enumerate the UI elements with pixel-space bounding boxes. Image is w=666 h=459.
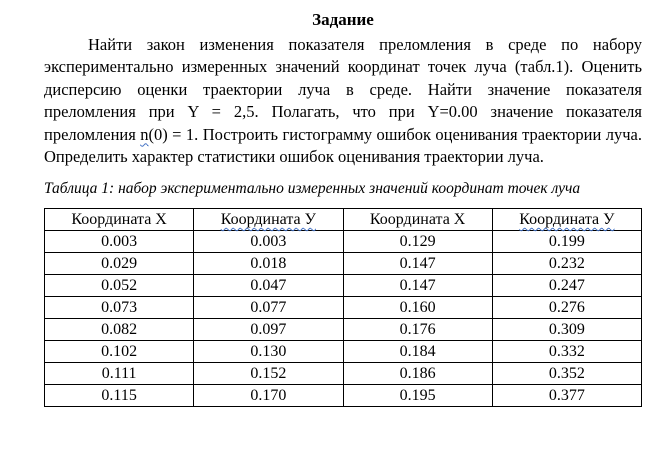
table-row (45, 231, 642, 253)
table-cell: 0.352 (492, 363, 641, 385)
header-y-2 (492, 209, 641, 231)
table-cell: 0.186 (343, 363, 492, 385)
table-cell: 0.377 (492, 385, 641, 407)
table-cell: 0.332 (492, 341, 641, 363)
table-cell: 0.052 (45, 275, 194, 297)
header-y-1 (194, 209, 343, 231)
table-cell: 0.003 (194, 231, 343, 253)
table-cell: 0.199 (492, 231, 641, 253)
header-y-1-label: Координата У (220, 210, 316, 228)
table-cell: 0.077 (194, 297, 343, 319)
table-cell: 0.184 (343, 341, 492, 363)
task-text-part-2: (0) = 1. Построить гистограмму ошибок оценивания траектории луча. Определить характер статистики ошибок оценивания траектории луча. (44, 124, 642, 167)
table-cell: 0.102 (45, 341, 194, 363)
table-row (45, 319, 642, 341)
table-cell: 0.232 (492, 253, 641, 275)
table-cell: 0.047 (194, 275, 343, 297)
table-header-row (45, 209, 642, 231)
table-cell: 0.082 (45, 319, 194, 341)
table-cell: 0.160 (343, 297, 492, 319)
table-cell: 0.073 (45, 297, 194, 319)
table-row (45, 253, 642, 275)
table-cell: 0.097 (194, 319, 343, 341)
table-row (45, 363, 642, 385)
table-cell: 0.309 (492, 319, 641, 341)
task-text-part-1: Найти закон изменения показателя преломления в среде по набору экспериментально измеренных значений координат точек луча (табл.1). Оценить дисперсию оценки траектории луча в среде. Найти значение показателя преломления при Y = 2,5. Полагать, что при Y=0.00 значение показателя преломления (44, 35, 642, 144)
table-cell: 0.003 (45, 231, 194, 253)
table-cell: 0.147 (343, 253, 492, 275)
table-cell: 0.130 (194, 341, 343, 363)
header-y-2-label: Координата У (519, 210, 615, 228)
header-x-1: Координата X (45, 209, 194, 231)
table-cell: 0.029 (45, 253, 194, 275)
table-cell: 0.247 (492, 275, 641, 297)
table-cell: 0.170 (194, 385, 343, 407)
table-cell: 0.115 (45, 385, 194, 407)
table-cell: 0.111 (45, 363, 194, 385)
table-row (45, 341, 642, 363)
document-page (44, 0, 642, 407)
n-symbol: n (140, 124, 149, 144)
table-caption: Таблица 1: набор экспериментально измеренных значений координат точек луча (44, 180, 581, 198)
table-cell: 0.276 (492, 297, 641, 319)
table-row (45, 385, 642, 407)
coordinates-table (44, 208, 642, 407)
table-cell: 0.129 (343, 231, 492, 253)
task-paragraph (44, 34, 642, 168)
header-x-2: Координата X (343, 209, 492, 231)
table-container (44, 208, 642, 407)
table-body (45, 231, 642, 407)
table-cell: 0.018 (194, 253, 343, 275)
table-row (45, 275, 642, 297)
table-cell: 0.195 (343, 385, 492, 407)
table-cell: 0.176 (343, 319, 492, 341)
table-row (45, 297, 642, 319)
table-cell: 0.147 (343, 275, 492, 297)
task-title: Задание (312, 10, 374, 29)
table-cell: 0.152 (194, 363, 343, 385)
